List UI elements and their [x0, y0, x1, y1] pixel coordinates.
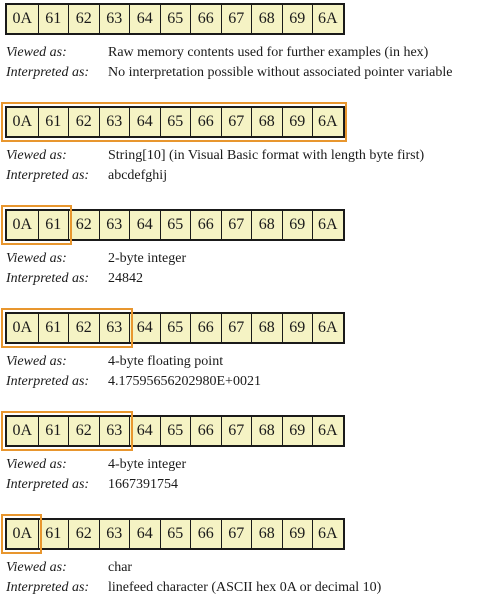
- memory-byte-cell: 69: [282, 314, 313, 342]
- viewed-as-label: Viewed as:: [6, 148, 67, 163]
- memory-byte-cell: 6A: [312, 5, 343, 33]
- interpreted-as-value: No interpretation possible without associated pointer variable: [108, 65, 453, 80]
- memory-byte-cell: 61: [38, 5, 69, 33]
- memory-byte-strip: [5, 415, 345, 447]
- memory-byte-cell: 63: [99, 108, 130, 136]
- viewed-as-value: 2-byte integer: [108, 251, 187, 266]
- memory-byte-strip: [5, 3, 345, 35]
- memory-byte-cell: 66: [190, 520, 221, 548]
- viewed-as-value: String[10] (in Visual Basic format with length byte first): [108, 148, 425, 163]
- memory-byte-cell: 0A: [7, 5, 38, 33]
- memory-byte-cell: 67: [221, 108, 252, 136]
- viewed-as-value: 4-byte integer: [108, 457, 187, 472]
- memory-byte-cell: 65: [160, 5, 191, 33]
- memory-byte-cell: 61: [38, 520, 69, 548]
- memory-byte-cell: 61: [38, 211, 69, 239]
- memory-byte-cell: 66: [190, 5, 221, 33]
- viewed-as-value: char: [108, 560, 133, 575]
- memory-byte-cell: 6A: [312, 417, 343, 445]
- memory-byte-cell: 64: [129, 417, 160, 445]
- memory-byte-strip: [5, 106, 345, 138]
- memory-byte-cell: 69: [282, 108, 313, 136]
- memory-byte-cell: 68: [251, 417, 282, 445]
- viewed-as-value: Raw memory contents used for further examples (in hex): [108, 45, 429, 60]
- memory-byte-cell: 0A: [7, 314, 38, 342]
- memory-byte-cell: 65: [160, 108, 191, 136]
- memory-byte-cell: 68: [251, 211, 282, 239]
- interpreted-as-label: Interpreted as:: [6, 168, 90, 183]
- memory-byte-cell: 63: [99, 520, 130, 548]
- interpreted-as-value: 24842: [108, 271, 143, 286]
- memory-byte-cell: 64: [129, 5, 160, 33]
- interpreted-as-value: linefeed character (ASCII hex 0A or decimal 10): [108, 580, 382, 595]
- viewed-as-label: Viewed as:: [6, 251, 67, 266]
- memory-byte-cell: 69: [282, 5, 313, 33]
- memory-byte-cell: 63: [99, 417, 130, 445]
- memory-byte-cell: 6A: [312, 520, 343, 548]
- memory-byte-cell: 64: [129, 314, 160, 342]
- interpreted-as-label: Interpreted as:: [6, 271, 90, 286]
- memory-byte-cell: 65: [160, 417, 191, 445]
- memory-byte-cell: 66: [190, 108, 221, 136]
- memory-byte-cell: 62: [68, 314, 99, 342]
- memory-byte-cell: 67: [221, 520, 252, 548]
- memory-byte-strip: [5, 209, 345, 241]
- memory-byte-strip: [5, 518, 345, 550]
- memory-byte-cell: 65: [160, 211, 191, 239]
- memory-byte-cell: 62: [68, 520, 99, 548]
- interpreted-as-value: 4.17595656202980E+0021: [108, 374, 261, 389]
- memory-byte-cell: 69: [282, 520, 313, 548]
- memory-byte-cell: 68: [251, 108, 282, 136]
- memory-byte-cell: 62: [68, 417, 99, 445]
- memory-byte-cell: 64: [129, 520, 160, 548]
- interpreted-as-value: 1667391754: [108, 477, 178, 492]
- memory-byte-cell: 67: [221, 211, 252, 239]
- memory-byte-cell: 67: [221, 314, 252, 342]
- memory-byte-cell: 69: [282, 417, 313, 445]
- memory-byte-cell: 67: [221, 5, 252, 33]
- viewed-as-label: Viewed as:: [6, 45, 67, 60]
- memory-byte-cell: 64: [129, 211, 160, 239]
- memory-byte-cell: 65: [160, 520, 191, 548]
- memory-byte-cell: 64: [129, 108, 160, 136]
- memory-byte-cell: 68: [251, 5, 282, 33]
- memory-byte-cell: 68: [251, 520, 282, 548]
- memory-byte-cell: 61: [38, 417, 69, 445]
- viewed-as-label: Viewed as:: [6, 354, 67, 369]
- interpreted-as-label: Interpreted as:: [6, 580, 90, 595]
- memory-byte-cell: 68: [251, 314, 282, 342]
- viewed-as-label: Viewed as:: [6, 457, 67, 472]
- memory-byte-cell: 69: [282, 211, 313, 239]
- memory-byte-cell: 61: [38, 314, 69, 342]
- viewed-as-label: Viewed as:: [6, 560, 67, 575]
- memory-byte-cell: 65: [160, 314, 191, 342]
- memory-byte-cell: 66: [190, 314, 221, 342]
- interpreted-as-value: abcdefghij: [108, 168, 168, 183]
- memory-byte-cell: 67: [221, 417, 252, 445]
- memory-byte-cell: 6A: [312, 314, 343, 342]
- viewed-as-value: 4-byte floating point: [108, 354, 224, 369]
- memory-byte-strip: [5, 312, 345, 344]
- memory-byte-cell: 61: [38, 108, 69, 136]
- memory-byte-cell: 62: [68, 211, 99, 239]
- memory-byte-cell: 0A: [7, 520, 38, 548]
- memory-byte-cell: 6A: [312, 108, 343, 136]
- interpreted-as-label: Interpreted as:: [6, 65, 90, 80]
- interpreted-as-label: Interpreted as:: [6, 374, 90, 389]
- memory-byte-cell: 0A: [7, 211, 38, 239]
- memory-byte-cell: 6A: [312, 211, 343, 239]
- memory-byte-cell: 0A: [7, 108, 38, 136]
- memory-byte-cell: 0A: [7, 417, 38, 445]
- memory-byte-cell: 63: [99, 211, 130, 239]
- memory-byte-cell: 62: [68, 108, 99, 136]
- memory-byte-cell: 66: [190, 211, 221, 239]
- memory-byte-cell: 63: [99, 5, 130, 33]
- memory-byte-cell: 62: [68, 5, 99, 33]
- memory-byte-cell: 63: [99, 314, 130, 342]
- memory-byte-cell: 66: [190, 417, 221, 445]
- interpreted-as-label: Interpreted as:: [6, 477, 90, 492]
